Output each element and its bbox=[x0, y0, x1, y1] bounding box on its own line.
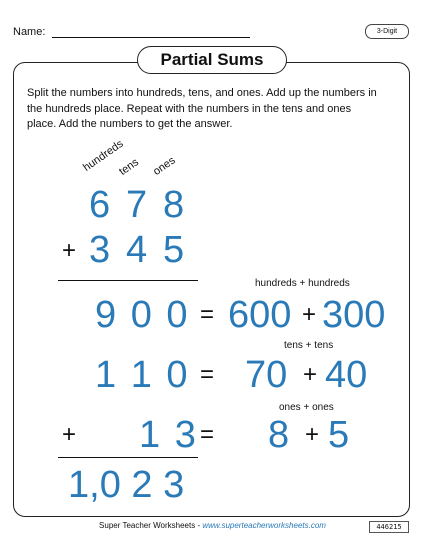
partial-sum-tens: 1 1 0 bbox=[95, 354, 190, 396]
partial-sum-ones: 1 3 bbox=[139, 414, 198, 456]
sum-rule bbox=[58, 280, 198, 281]
bottom-digit-tens: 4 bbox=[126, 229, 148, 271]
column-label-hundreds: hundreds bbox=[81, 137, 126, 174]
name-label: Name: bbox=[13, 26, 46, 38]
bottom-digit-hundreds: 3 bbox=[89, 229, 111, 271]
plus-sign: + bbox=[302, 301, 317, 328]
column-label-tens: tens bbox=[117, 156, 142, 178]
worksheet-title: Partial Sums bbox=[137, 46, 287, 74]
column-label-ones: ones bbox=[151, 154, 178, 178]
plus-sign: + bbox=[305, 421, 320, 448]
partial-sum-hundreds: 9 0 0 bbox=[95, 294, 190, 336]
answer-rule bbox=[58, 457, 198, 458]
final-answer: 1,0 2 3 bbox=[68, 464, 185, 506]
label-tens-plus-tens: tens + tens bbox=[284, 340, 334, 351]
plus-sign: + bbox=[62, 421, 77, 448]
footer bbox=[0, 521, 425, 530]
instructions: Split the numbers into hundreds, tens, and ones. Add up the numbers in the hundreds place. Repeat with the numbers in the tens and ones place. Add the numbers to get the answer. bbox=[27, 87, 377, 130]
ones-value-b: 5 bbox=[328, 414, 350, 456]
hundreds-value-a: 600 bbox=[228, 294, 292, 336]
label-ones-plus-ones: ones + ones bbox=[279, 402, 334, 413]
top-digit-ones: 8 bbox=[163, 184, 185, 226]
top-digit-hundreds: 6 bbox=[89, 184, 111, 226]
plus-sign: + bbox=[62, 237, 77, 264]
label-hundreds-plus-hundreds: hundreds + hundreds bbox=[255, 278, 350, 289]
worksheet-code: 446215 bbox=[369, 521, 409, 533]
tens-value-a: 70 bbox=[245, 354, 288, 396]
equals-sign: = bbox=[200, 301, 215, 328]
tens-value-b: 40 bbox=[325, 354, 368, 396]
plus-sign: + bbox=[303, 361, 318, 388]
name-line[interactable] bbox=[52, 37, 250, 38]
ones-value-a: 8 bbox=[268, 414, 290, 456]
bottom-digit-ones: 5 bbox=[163, 229, 185, 271]
footer-brand: Super Teacher Worksheets - bbox=[99, 521, 203, 530]
hundreds-value-b: 300 bbox=[322, 294, 386, 336]
footer-url[interactable]: www.superteacherworksheets.com bbox=[202, 521, 326, 530]
level-badge: 3-Digit bbox=[365, 24, 409, 39]
top-digit-tens: 7 bbox=[126, 184, 148, 226]
equals-sign: = bbox=[200, 421, 215, 448]
equals-sign: = bbox=[200, 361, 215, 388]
